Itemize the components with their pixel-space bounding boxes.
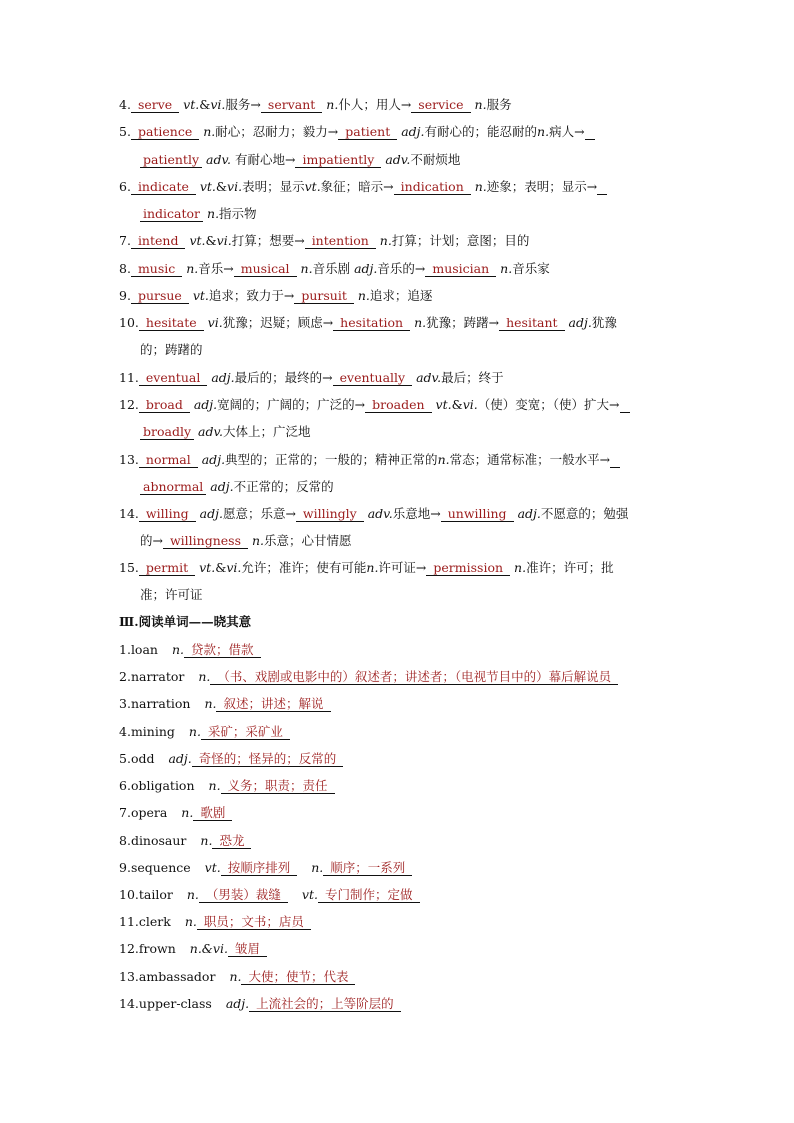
answer-blank[interactable]: serve [131, 97, 179, 113]
answer-blank[interactable]: 大使；使节；代表 [241, 969, 355, 985]
answer-blank[interactable]: 上流社会的；上等阶层的 [249, 996, 401, 1012]
reading-item-13: 13.ambassador n. 大使；使节；代表 [119, 968, 355, 986]
answer-blank[interactable] [610, 452, 620, 468]
reading-item-2: 2.narrator n. （书、戏剧或电影中的）叙述者；讲述者；（电视节目中的）幕后解说员 [119, 668, 618, 686]
vocab-item-10: 10. hesitate vi.犹豫；迟疑；顾虑→ hesitation n.犹豫；踌躇→ hesitant adj.犹豫 [119, 315, 617, 330]
vocab-item-5: 5. patience n.耐心；忍耐力；毅力→ patient adj.有耐心的；能忍耐的n.病人→ [119, 123, 595, 141]
answer-blank[interactable]: service [411, 97, 470, 113]
answer-blank[interactable]: patient [338, 124, 397, 140]
answer-blank[interactable]: hesitate [139, 315, 204, 331]
reading-item-4: 4.mining n. 采矿；采矿业 [119, 723, 290, 741]
vocab-item-7: 7. intend vt.&vi.打算；想要→ intention n.打算；计划；意图；目的 [119, 233, 530, 248]
answer-blank[interactable]: willingly [296, 506, 364, 522]
answer-blank[interactable]: intend [131, 233, 186, 249]
vocab-item-13-cont: abnormal adj.不正常的；反常的 [140, 478, 334, 496]
vocab-item-14-cont: 的→ willingness n.乐意；心甘情愿 [140, 533, 352, 548]
reading-item-8: 8.dinosaur n. 恐龙 [119, 832, 251, 850]
answer-blank[interactable]: intention [305, 233, 376, 249]
answer-blank[interactable]: musical [234, 261, 297, 277]
vocab-item-6: 6. indicate vt.&vi.表明；显示vt.象征；暗示→ indication n.迹象；表明；显示→ [119, 178, 607, 196]
answer-blank[interactable]: 职员；文书；店员 [197, 914, 311, 930]
answer-blank[interactable]: normal [139, 452, 198, 468]
reading-item-5: 5.odd adj. 奇怪的；怪异的；反常的 [119, 750, 343, 768]
answer-blank[interactable]: 按顺序排列 [221, 860, 298, 876]
vocab-item-12-cont: broadly adv.大体上；广泛地 [140, 423, 311, 441]
answer-blank[interactable]: eventual [139, 370, 207, 386]
answer-blank[interactable]: eventually [333, 370, 413, 386]
answer-blank[interactable]: pursuit [294, 288, 354, 304]
answer-blank[interactable]: broaden [365, 397, 431, 413]
answer-blank[interactable]: abnormal [140, 479, 206, 495]
answer-blank[interactable]: 歌剧 [193, 805, 232, 821]
vocab-item-10-cont: 的；踌躇的 [140, 342, 203, 357]
vocab-item-15: 15. permit vt.&vi.允许；准许；使有可能n.许可证→ permission n.准许；许可；批 [119, 560, 614, 575]
answer-blank[interactable]: hesitation [333, 315, 410, 331]
answer-blank[interactable]: （书、戏剧或电影中的）叙述者；讲述者；（电视节目中的）幕后解说员 [210, 669, 618, 685]
answer-blank[interactable]: hesitant [499, 315, 564, 331]
answer-blank[interactable]: 采矿；采矿业 [201, 724, 290, 740]
vocab-item-4: 4. serve vt.&vi.服务→ servant n.仆人；用人→ service n.服务 [119, 97, 512, 112]
reading-item-14: 14.upper-class adj. 上流社会的；上等阶层的 [119, 995, 401, 1013]
reading-item-11: 11.clerk n. 职员；文书；店员 [119, 913, 311, 931]
reading-item-6: 6.obligation n. 义务；职责；责任 [119, 777, 335, 795]
answer-blank[interactable]: willing [139, 506, 196, 522]
answer-blank[interactable]: permit [139, 560, 195, 576]
answer-blank[interactable]: 奇怪的；怪异的；反常的 [192, 751, 344, 767]
reading-item-7: 7.opera n. 歌剧 [119, 804, 232, 822]
vocab-item-12: 12. broad adj.宽阔的；广阔的；广泛的→ broaden vt.&vi.（使）变宽；（使）扩大→ [119, 396, 630, 414]
vocab-item-9: 9. pursue vt.追求；致力于→ pursuit n.追求；追逐 [119, 288, 433, 303]
answer-blank[interactable]: pursue [131, 288, 189, 304]
vocab-item-14: 14. willing adj.愿意；乐意→ willingly adv.乐意地→ unwilling adj.不愿意的；勉强 [119, 506, 629, 521]
answer-blank[interactable]: patiently [140, 152, 202, 168]
reading-item-9: 9.sequence vt. 按顺序排列 n. 顺序；一系列 [119, 859, 412, 877]
answer-blank[interactable]: musician [425, 261, 496, 277]
answer-blank[interactable]: willingness [163, 533, 248, 549]
vocab-item-15-cont: 准；许可证 [140, 587, 203, 602]
answer-blank[interactable]: impatiently [295, 152, 381, 168]
vocab-item-13: 13. normal adj.典型的；正常的；一般的；精神正常的n.常态；通常标准；一般水平→ [119, 451, 620, 469]
answer-blank[interactable]: （男装）裁缝 [199, 887, 288, 903]
reading-item-12: 12.frown n.&vi. 皱眉 [119, 940, 267, 958]
answer-blank[interactable]: 义务；职责；责任 [221, 778, 335, 794]
answer-blank[interactable]: permission [426, 560, 510, 576]
answer-blank[interactable] [597, 179, 607, 195]
vocab-item-5-cont: patiently adv. 有耐心地→ impatiently adv.不耐烦地 [140, 151, 460, 169]
answer-blank[interactable]: 专门制作；定做 [318, 887, 420, 903]
answer-blank[interactable]: 皱眉 [228, 941, 267, 957]
answer-blank[interactable]: 贷款；借款 [184, 642, 261, 658]
vocab-item-6-cont: indicator n.指示物 [140, 205, 257, 223]
answer-blank[interactable]: servant [261, 97, 322, 113]
answer-blank[interactable]: indicator [140, 206, 203, 222]
reading-item-10: 10.tailor n. （男装）裁缝 vt. 专门制作；定做 [119, 886, 420, 904]
vocab-item-8: 8. music n.音乐→ musical n.音乐剧 adj.音乐的→ musician n.音乐家 [119, 261, 550, 276]
vocab-item-11: 11. eventual adj.最后的；最终的→ eventually adv.最后；终于 [119, 370, 504, 385]
answer-blank[interactable]: broad [139, 397, 190, 413]
section-heading: Ⅲ.阅读单词——晓其意 [119, 614, 252, 629]
answer-blank[interactable]: patience [131, 124, 199, 140]
answer-blank[interactable]: 叙述；讲述；解说 [216, 696, 330, 712]
reading-item-3: 3.narration n. 叙述；讲述；解说 [119, 695, 331, 713]
answer-blank[interactable] [585, 124, 595, 140]
answer-blank[interactable]: 顺序；一系列 [323, 860, 412, 876]
answer-blank[interactable]: indicate [131, 179, 196, 195]
answer-blank[interactable]: indication [394, 179, 471, 195]
answer-blank[interactable]: broadly [140, 424, 194, 440]
answer-blank[interactable]: unwilling [441, 506, 514, 522]
answer-blank[interactable]: music [131, 261, 182, 277]
answer-blank[interactable] [620, 397, 630, 413]
answer-blank[interactable]: 恐龙 [212, 833, 251, 849]
reading-item-1: 1.loan n. 贷款；借款 [119, 641, 261, 659]
